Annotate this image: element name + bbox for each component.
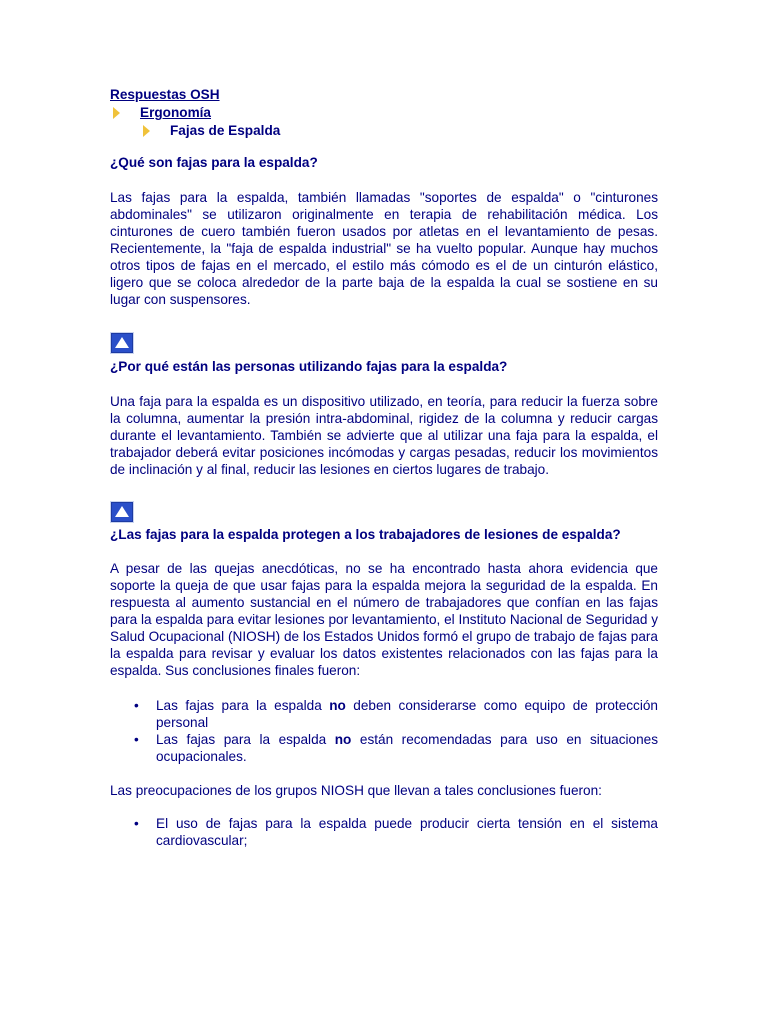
breadcrumb [110, 86, 658, 139]
arrow-right-icon [113, 107, 120, 119]
arrow-right-icon [143, 125, 150, 137]
section-heading: ¿Las fajas para la espalda protegen a los trabajadores de lesiones de espalda? [110, 527, 621, 542]
section-body: Las fajas para la espalda, también llamadas "soportes de espalda" o "cinturones abdominales" se utilizaron originalmente en terapia de rehabilitación médica. Los cinturones de cuero también fueron usados por atletas en el levantamiento de pesas. Recientemente, la "faja de espalda industrial" se ha vuelto popular. Aunque hay muchos otros tipos de fajas en el mercado, el estilo más cómodo es el de un cinturón elástico, ligero que se coloca alrededor de la parte baja de la espalda la cual se sostiene en su lugar con suspensores. [110, 190, 658, 307]
conclusions-list [110, 697, 658, 765]
breadcrumb-root-row [110, 86, 658, 103]
breadcrumb-link-osh[interactable]: Respuestas OSH [110, 87, 220, 102]
section-heading: ¿Qué son fajas para la espalda? [110, 155, 318, 170]
section-body: Una faja para la espalda es un dispositivo utilizado, en teoría, para reducir la fuerza sobre la columna, aumentar la presión intra-abdominal, rigidez de la columna y reducir cargas durante el levantamiento. También se advierte que al utilizar una faja para la espalda, el trabajador deberá evitar posiciones incómodas y cargas pesadas, reducir los movimientos de inclinación y al final, reducir las lesiones en ciertos lugares de trabajo. [110, 394, 658, 477]
list-item: • Las fajas para la espalda no están recomendadas para uso en situaciones ocupacionales. [156, 731, 658, 765]
section-heading: ¿Por qué están las personas utilizando fajas para la espalda? [110, 359, 508, 374]
concerns-list [110, 815, 658, 849]
document-page [110, 86, 658, 849]
breadcrumb-level1-row [110, 104, 658, 121]
list-item: • El uso de fajas para la espalda puede producir cierta tensión en el sistema cardiovascular; [156, 815, 658, 849]
concerns-intro: Las preocupaciones de los grupos NIOSH que llevan a tales conclusiones fueron: [110, 783, 602, 798]
back-to-top-icon[interactable] [110, 501, 134, 523]
breadcrumb-link-ergonomia[interactable]: Ergonomía [140, 105, 211, 120]
section-body: A pesar de las quejas anecdóticas, no se ha encontrado hasta ahora evidencia que soporte la queja de que usar fajas para la espalda mejora la seguridad de la espalda. En respuesta al aumento sustancial en el número de trabajadores que confían en las fajas para la espalda para evitar lesiones por levantamiento, el Instituto Nacional de Seguridad y Salud Ocupacional (NIOSH) de los Estados Unidos formó el grupo de trabajo de fajas para la espalda para revisar y evaluar los datos existentes relacionados con las fajas para la espalda. Sus conclusiones finales fueron: [110, 561, 658, 678]
breadcrumb-current: Fajas de Espalda [170, 123, 281, 138]
list-item: • Las fajas para la espalda no deben considerarse como equipo de protección personal [156, 697, 658, 731]
back-to-top-icon[interactable] [110, 332, 134, 354]
breadcrumb-level2-row [110, 122, 658, 139]
